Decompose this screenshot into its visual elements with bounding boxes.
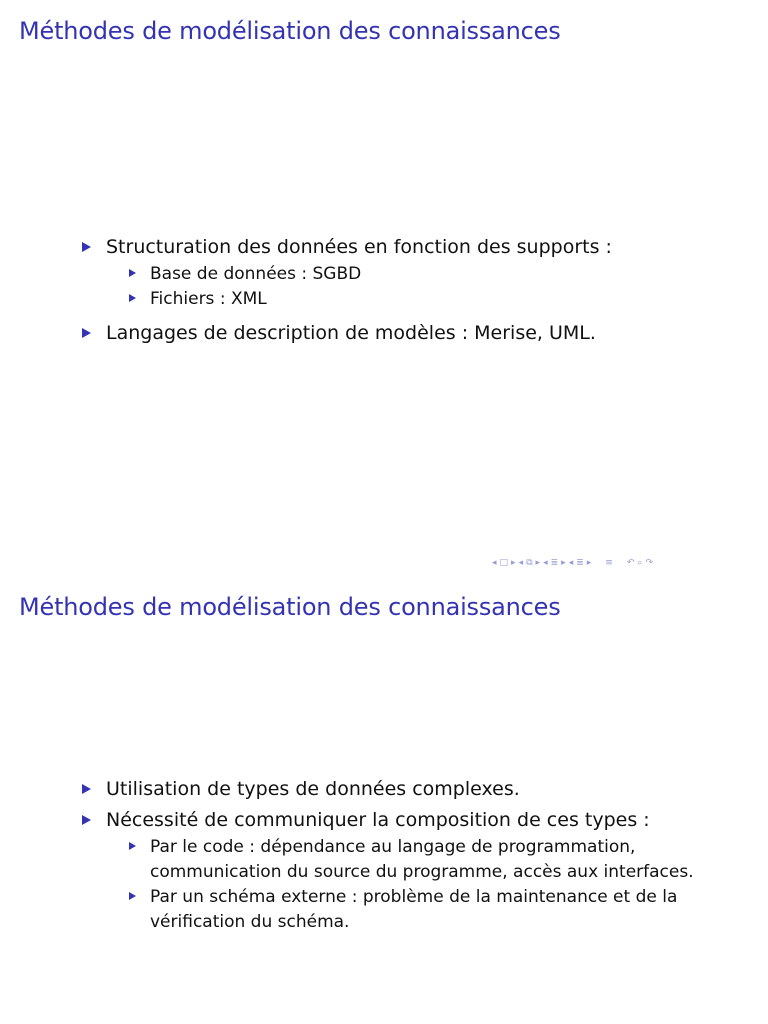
sub-bullet-triangle-icon xyxy=(129,269,136,277)
sub-list-item xyxy=(128,287,612,312)
bullet-triangle-icon xyxy=(82,328,91,338)
list-item xyxy=(82,777,722,801)
nav-right-arrow-icon[interactable]: ▸ xyxy=(511,558,516,568)
list-item xyxy=(82,235,612,312)
redo-icon[interactable]: ↷ xyxy=(645,558,653,568)
sub-list-item xyxy=(128,262,612,287)
sub-bullet-text: Par un schéma externe : problème de la maintenance et de la vérification du schéma. xyxy=(150,887,678,932)
sub-list xyxy=(106,835,718,935)
bullet-triangle-icon xyxy=(82,242,91,252)
slide-title: Méthodes de modélisation des connaissances xyxy=(19,593,561,621)
slide-2 xyxy=(0,576,768,1024)
sub-bullet-triangle-icon xyxy=(129,294,136,302)
nav-left-arrow-icon[interactable]: ◂ xyxy=(492,558,497,568)
slide-title: Méthodes de modélisation des connaissances xyxy=(19,17,561,45)
nav-left-arrow-icon[interactable]: ◂ xyxy=(543,558,548,568)
nav-right-arrow-icon[interactable]: ▸ xyxy=(586,558,592,568)
sub-list-item xyxy=(128,885,718,935)
align-icon[interactable]: ≡ xyxy=(605,558,613,568)
search-icon[interactable]: ⌕ xyxy=(637,558,643,568)
sub-bullet-text: Par le code : dépendance au langage de programmation, communication du source du programme, accès aux interfaces. xyxy=(150,837,694,882)
bullet-text: Utilisation de types de données complexes. xyxy=(106,778,520,800)
bullet-text: Langages de description de modèles : Merise, UML. xyxy=(106,322,596,344)
beamer-navigation-bar xyxy=(492,556,762,570)
sub-bullet-text: Fichiers : XML xyxy=(150,289,267,309)
section-icon[interactable]: ≣ xyxy=(550,558,559,568)
sub-list xyxy=(106,262,612,312)
nav-right-arrow-icon[interactable]: ▸ xyxy=(535,558,541,568)
bullet-list xyxy=(82,235,612,345)
nav-left-arrow-icon[interactable]: ◂ xyxy=(568,558,574,568)
bullet-list xyxy=(82,777,722,935)
bullet-text: Structuration des données en fonction des supports : xyxy=(106,236,612,258)
nav-right-arrow-icon[interactable]: ▸ xyxy=(561,558,566,568)
sub-bullet-triangle-icon xyxy=(129,892,136,900)
bullet-triangle-icon xyxy=(82,815,91,825)
bullet-text: Nécessité de communiquer la composition de ces types : xyxy=(106,809,650,831)
list-item xyxy=(82,321,612,345)
frame-icon[interactable]: □ xyxy=(499,558,509,568)
nav-left-arrow-icon[interactable]: ◂ xyxy=(518,558,524,568)
sub-bullet-text: Base de données : SGBD xyxy=(150,264,362,284)
bullet-triangle-icon xyxy=(82,784,91,794)
document-icon[interactable]: ≣ xyxy=(576,558,584,568)
subsection-icon[interactable]: ⧉ xyxy=(526,558,533,568)
sub-bullet-triangle-icon xyxy=(129,842,136,850)
sub-list-item xyxy=(128,835,718,885)
undo-icon[interactable]: ↶ xyxy=(626,558,635,568)
list-item xyxy=(82,808,722,935)
